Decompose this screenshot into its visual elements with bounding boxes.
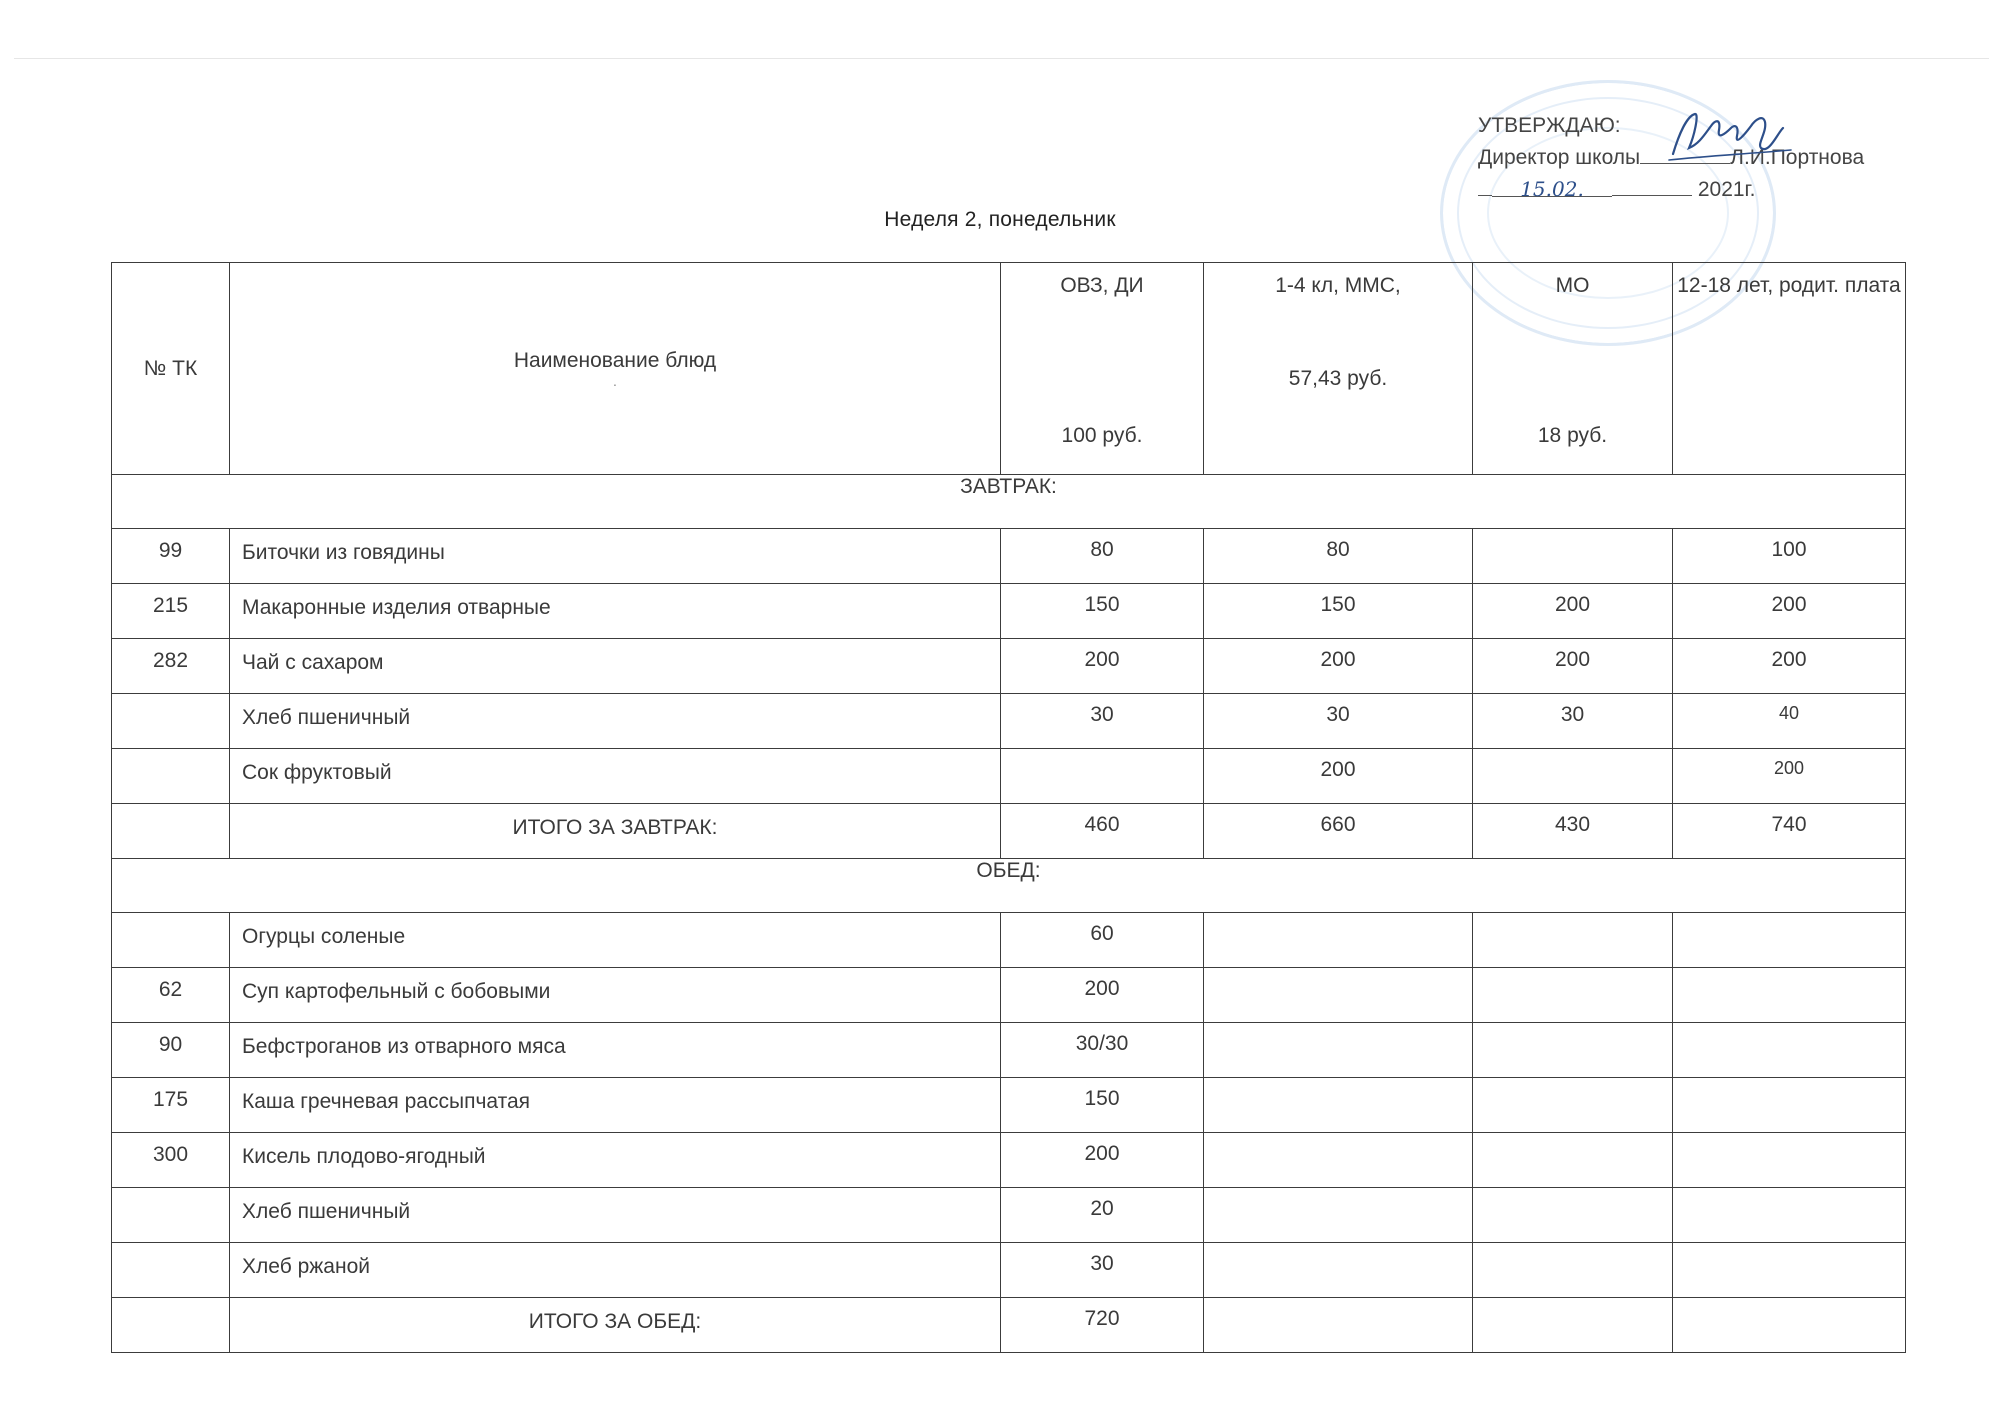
header-dish-name: Наименование блюд . xyxy=(230,263,1001,475)
table-row: 215 Макаронные изделия отварные 150 150 200 200 xyxy=(112,584,1906,639)
approval-year: 2021г. xyxy=(1697,178,1756,201)
table-row: 99 Биточки из говядины 80 80 100 xyxy=(112,529,1906,584)
header-col-1-4: 1-4 кл, ММС, 57,43 руб. xyxy=(1204,263,1473,475)
page-title: Неделя 2, понедельник xyxy=(884,208,1116,231)
table-row: 300 Кисель плодово-ягодный 200 xyxy=(112,1133,1906,1188)
table-row: 282 Чай с сахаром 200 200 200 200 xyxy=(112,639,1906,694)
scan-edge-line xyxy=(14,58,1989,59)
table-row: 175 Каша гречневая рассыпчатая 150 xyxy=(112,1078,1906,1133)
header-tk: № ТК xyxy=(112,263,230,475)
table-row: Хлеб пшеничный 20 xyxy=(112,1188,1906,1243)
menu-table xyxy=(111,262,1906,1353)
approval-position: Директор школы xyxy=(1478,146,1641,169)
table-row: Хлеб пшеничный 30 30 30 40 xyxy=(112,694,1906,749)
header-col-12-18: 12-18 лет, родит. плата xyxy=(1673,263,1906,475)
director-signature xyxy=(1665,104,1795,168)
section-breakfast: ЗАВТРАК: xyxy=(112,475,1906,529)
header-col-ovz: ОВЗ, ДИ 100 руб. xyxy=(1001,263,1204,475)
approval-title: УТВЕРЖДАЮ: xyxy=(1478,114,1621,137)
breakfast-total-row: ИТОГО ЗА ЗАВТРАК: 460 660 430 740 xyxy=(112,804,1906,859)
approval-date: 15.02. xyxy=(1492,174,1612,197)
table-row: 62 Суп картофельный с бобовыми 200 xyxy=(112,968,1906,1023)
table-header-row xyxy=(112,263,1906,475)
table-row: Хлеб ржаной 30 xyxy=(112,1243,1906,1298)
lunch-total-row: ИТОГО ЗА ОБЕД: 720 xyxy=(112,1298,1906,1353)
section-lunch: ОБЕД: xyxy=(112,859,1906,913)
table-row: Сок фруктовый 200 200 xyxy=(112,749,1906,804)
table-row: Огурцы соленые 60 xyxy=(112,913,1906,968)
approval-name: Л.И.Портнова xyxy=(1730,146,1865,169)
table-row: 90 Бефстроганов из отварного мяса 30/30 xyxy=(112,1023,1906,1078)
header-col-mo: МО 18 руб. xyxy=(1473,263,1673,475)
